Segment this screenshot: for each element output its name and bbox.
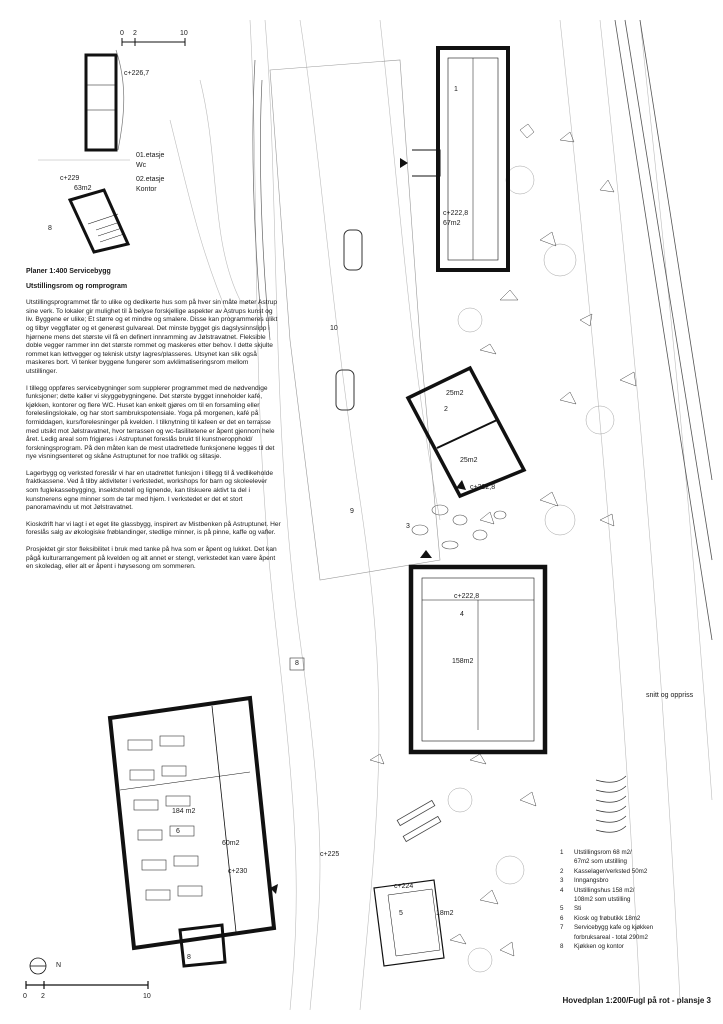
description-text [26, 268, 281, 580]
b2-num: 2 [444, 406, 448, 413]
stepping-stones [412, 505, 506, 549]
inset-elev-low: c+229 [60, 175, 80, 182]
building-2 [408, 368, 524, 496]
paragraph-4: Kioskdrift har vi lagt i et eget lite glassbygg, inspirert av Mistbenken på Astruptunet. Her foreslås salg av økologiske frøblandinger, stedlige minner, is på pinne, kaffe og vafler. [26, 520, 281, 537]
dining-tables [128, 736, 202, 900]
inset-area-low: 63m2 [74, 185, 92, 192]
path-num: 9 [350, 508, 354, 515]
scale-top-10: 10 [180, 30, 188, 37]
planter-arcs [596, 776, 626, 832]
scale-bar-bottom [26, 981, 148, 989]
legend-row: forbruksareal - total 290m2 [574, 933, 648, 941]
paragraph-1: Utstillingsprogrammet får to ulike og dedikerte hus som på hver sin måte møter Astrup sine verk. To lokaler gir mulighet til å belyse forskjellige aspekter av Astrups kunst og liv. Byggene er ulike; Et større og et mindre og smalere. Disse kan programmeres ulikt og tilbyr veggflater og et generøst gulvareal. Det minste bygget gis dagslysinnslipp i hjørnene mens det største vil få en definert innramming av Jølstravatnet. Fleksible doble vegger rammer inn det største rommet og maskeres etter behov. I dette skjulte rommet kan lettvegger og teknisk utstyr lagres/plasseres. Utsynet kan slik også maskeres bort. Vi tenker byggene fungerer som avklimatiseringsrom mellom utstillinger. [26, 299, 278, 375]
building-1 [412, 48, 508, 270]
kiosk-area: 18m2 [436, 910, 454, 917]
side-num: 8 [295, 660, 299, 667]
scale-bottom-2: 2 [41, 993, 45, 1000]
scale-top-2: 2 [133, 30, 137, 37]
bridge-num: 3 [406, 523, 410, 530]
b6-elev-low: c+225 [320, 851, 340, 858]
inset-floor1-a: 01.etasje [136, 152, 165, 159]
legend-row: 108m2 som utstilling [574, 896, 631, 904]
building-6 [110, 698, 274, 948]
paragraph-2: I tillegg oppføres servicebygninger som supplerer programmet med de nødvendige funksjoner; dette kaller vi skyggebygningene. Det største bygget inneholder kafé, kjøkken, kontorer og flere WC. Huset kan enkelt gjøres om til en forsamling eller foreleslingslokale, og har stort sambrukspotensiale. Yoga på morgenen, kafé på formiddagen, kurs/forelesninger på kvelden. I tilknytning til kafeen er det en terrasse med utsikt mot Jølstravatnet, hvor terrassen og wc-fasilitetene er åpent gjennom hele året. Ledig areal som frigjøres i Astruptunet foreslås brukt til kunstneropphold/ forskningsprogram. På den måten kan de mest utadrettede funksjonene legges til det nye visningsenteret og skåne Astruptunet for noe trafikk og slitasje. [26, 384, 275, 461]
b6-area2: 60m2 [222, 840, 240, 847]
log-benches [397, 800, 441, 841]
b1-elev: c+222,8 [443, 210, 469, 217]
kiosk-building [374, 880, 444, 966]
inset-num: 8 [48, 225, 52, 232]
sheet-title: Hovedplan 1:200/Fugl på rot - plansje 3 [562, 996, 711, 1005]
section-label: snitt og oppriss [646, 692, 694, 699]
kiosk-elev: c+224 [394, 883, 414, 890]
legend-row: 1 Utstillingsrom 68 m2/ [560, 849, 632, 856]
legend-row: 6 Kiosk og frøbutikk 18m2 [560, 914, 641, 922]
entrance-arrow-4 [420, 550, 432, 558]
b6-elev: c+230 [228, 868, 248, 875]
b2-area-top: 25m2 [446, 390, 464, 397]
inset-floor1-b: Wc [136, 162, 147, 169]
b2-elev: c+222,8 [470, 484, 496, 491]
inset-plan [38, 50, 130, 160]
inset-floor2-a: 02.etasje [136, 176, 165, 183]
scale-bar-top [122, 38, 185, 46]
paragraph-5: Prosjektet gir stor fleksibilitet i bruk med tanke på hva som er åpent og lukket. Det kan pågå kulturarrangement på kvelden og alt annet er stengt, verkstedet kan være åpent en skoledag, eller alt er åpent i høysesong om sommeren. [26, 546, 277, 571]
road-lines [615, 20, 712, 640]
scale-bottom-10: 10 [143, 993, 151, 1000]
legend-row: 67m2 som utstilling [574, 858, 627, 866]
b2-area-bot: 25m2 [460, 457, 478, 464]
legend [560, 848, 653, 951]
b1-num: 1 [454, 86, 458, 93]
b4-num: 4 [460, 611, 464, 618]
vegetation [370, 124, 636, 956]
legend-row: 3 Inngangsbro [560, 877, 609, 885]
kiosk-num: 5 [399, 910, 403, 917]
b6-area: 184 m2 [172, 808, 196, 815]
heading-program: Utstillingsrom og romprogram [26, 282, 128, 290]
b6-num: 6 [176, 828, 180, 835]
heading-plans: Planer 1:400 Servicebygg [26, 268, 111, 275]
legend-row: 5 Sti [560, 905, 582, 913]
paragraph-3: Lagerbygg og verksted foreslår vi har en utadrettet funksjon i tillegg til å vedlikeholde fraktkassene. Ved å tilby aktiviteter i verkstedet, workshops for barn og skoleelever som fuglekassebygging, insektshotell og lignende, kan tilskuere aktivt ta del i kunstnerens egne minner som de tar med hjem. I verkstedet er det et stort panoramavindu ut mot Jølstravatnet. [26, 469, 274, 512]
inset-plan-lower [70, 190, 128, 252]
b6-num-low: 8 [187, 954, 191, 961]
scale-top-0: 0 [120, 30, 124, 37]
legend-row: 8 Kjøkken og kontor [560, 943, 624, 951]
legend-row: 2 Kasselager/verksted 50m2 [560, 867, 648, 875]
inset-floor2-b: Kontor [136, 186, 157, 193]
north-label: N [56, 962, 62, 969]
legend-row: 4 Utstillingshus 158 m2/ [560, 886, 635, 894]
b4-area: 158m2 [452, 658, 474, 665]
parking-area [270, 60, 440, 580]
road-num: 10 [330, 325, 338, 332]
legend-row: 7 Servicebygg kafe og kjøkken [560, 924, 654, 932]
inset-elev-top: c+226,7 [124, 70, 150, 77]
b4-elev: c+222,8 [454, 593, 480, 600]
entrance-arrow-1 [400, 158, 408, 168]
scale-bottom-0: 0 [23, 993, 27, 1000]
b1-area: 67m2 [443, 220, 461, 227]
north-arrow [30, 958, 46, 974]
